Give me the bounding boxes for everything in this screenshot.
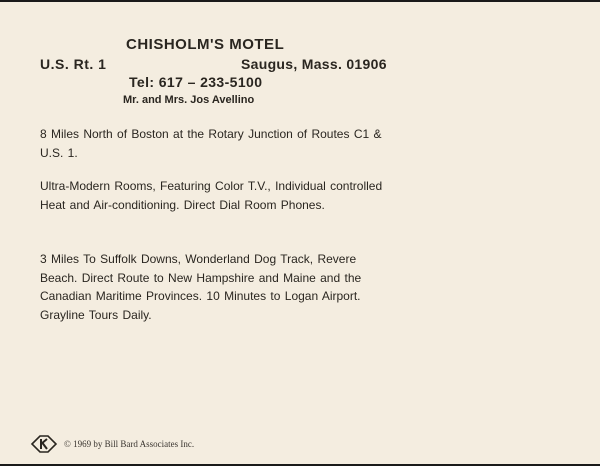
amenities-paragraph: Ultra-Modern Rooms, Featuring Color T.V., Individual controlled Heat and Air-conditioning. Direct Dial Room Phones. (40, 179, 383, 212)
location-paragraph: 8 Miles North of Boston at the Rotary Junction of Routes C1 & U.S. 1. (40, 127, 382, 160)
copyright-notice: © 1969 by Bill Bard Associates Inc. (64, 439, 195, 449)
route-label: U.S. Rt. 1 (40, 56, 107, 72)
attractions-paragraph: 3 Miles To Suffolk Downs, Wonderland Dog Track, Revere Beach. Direct Route to New Hampshire and Maine and the Canadian Maritime Provinces. 10 Minutes to Logan Airport. Grayline Tours Daily. (40, 252, 362, 322)
postcard-back (0, 2, 600, 464)
motel-name: CHISHOLM'S MOTEL (126, 36, 285, 53)
owners-line: Mr. and Mrs. Jos Avellino (123, 94, 255, 106)
city-address: Saugus, Mass. 01906 (241, 56, 387, 72)
publisher-footer (30, 433, 194, 455)
publisher-k-logo-icon (30, 433, 58, 455)
telephone-number: Tel: 617 – 233-5100 (129, 74, 263, 90)
